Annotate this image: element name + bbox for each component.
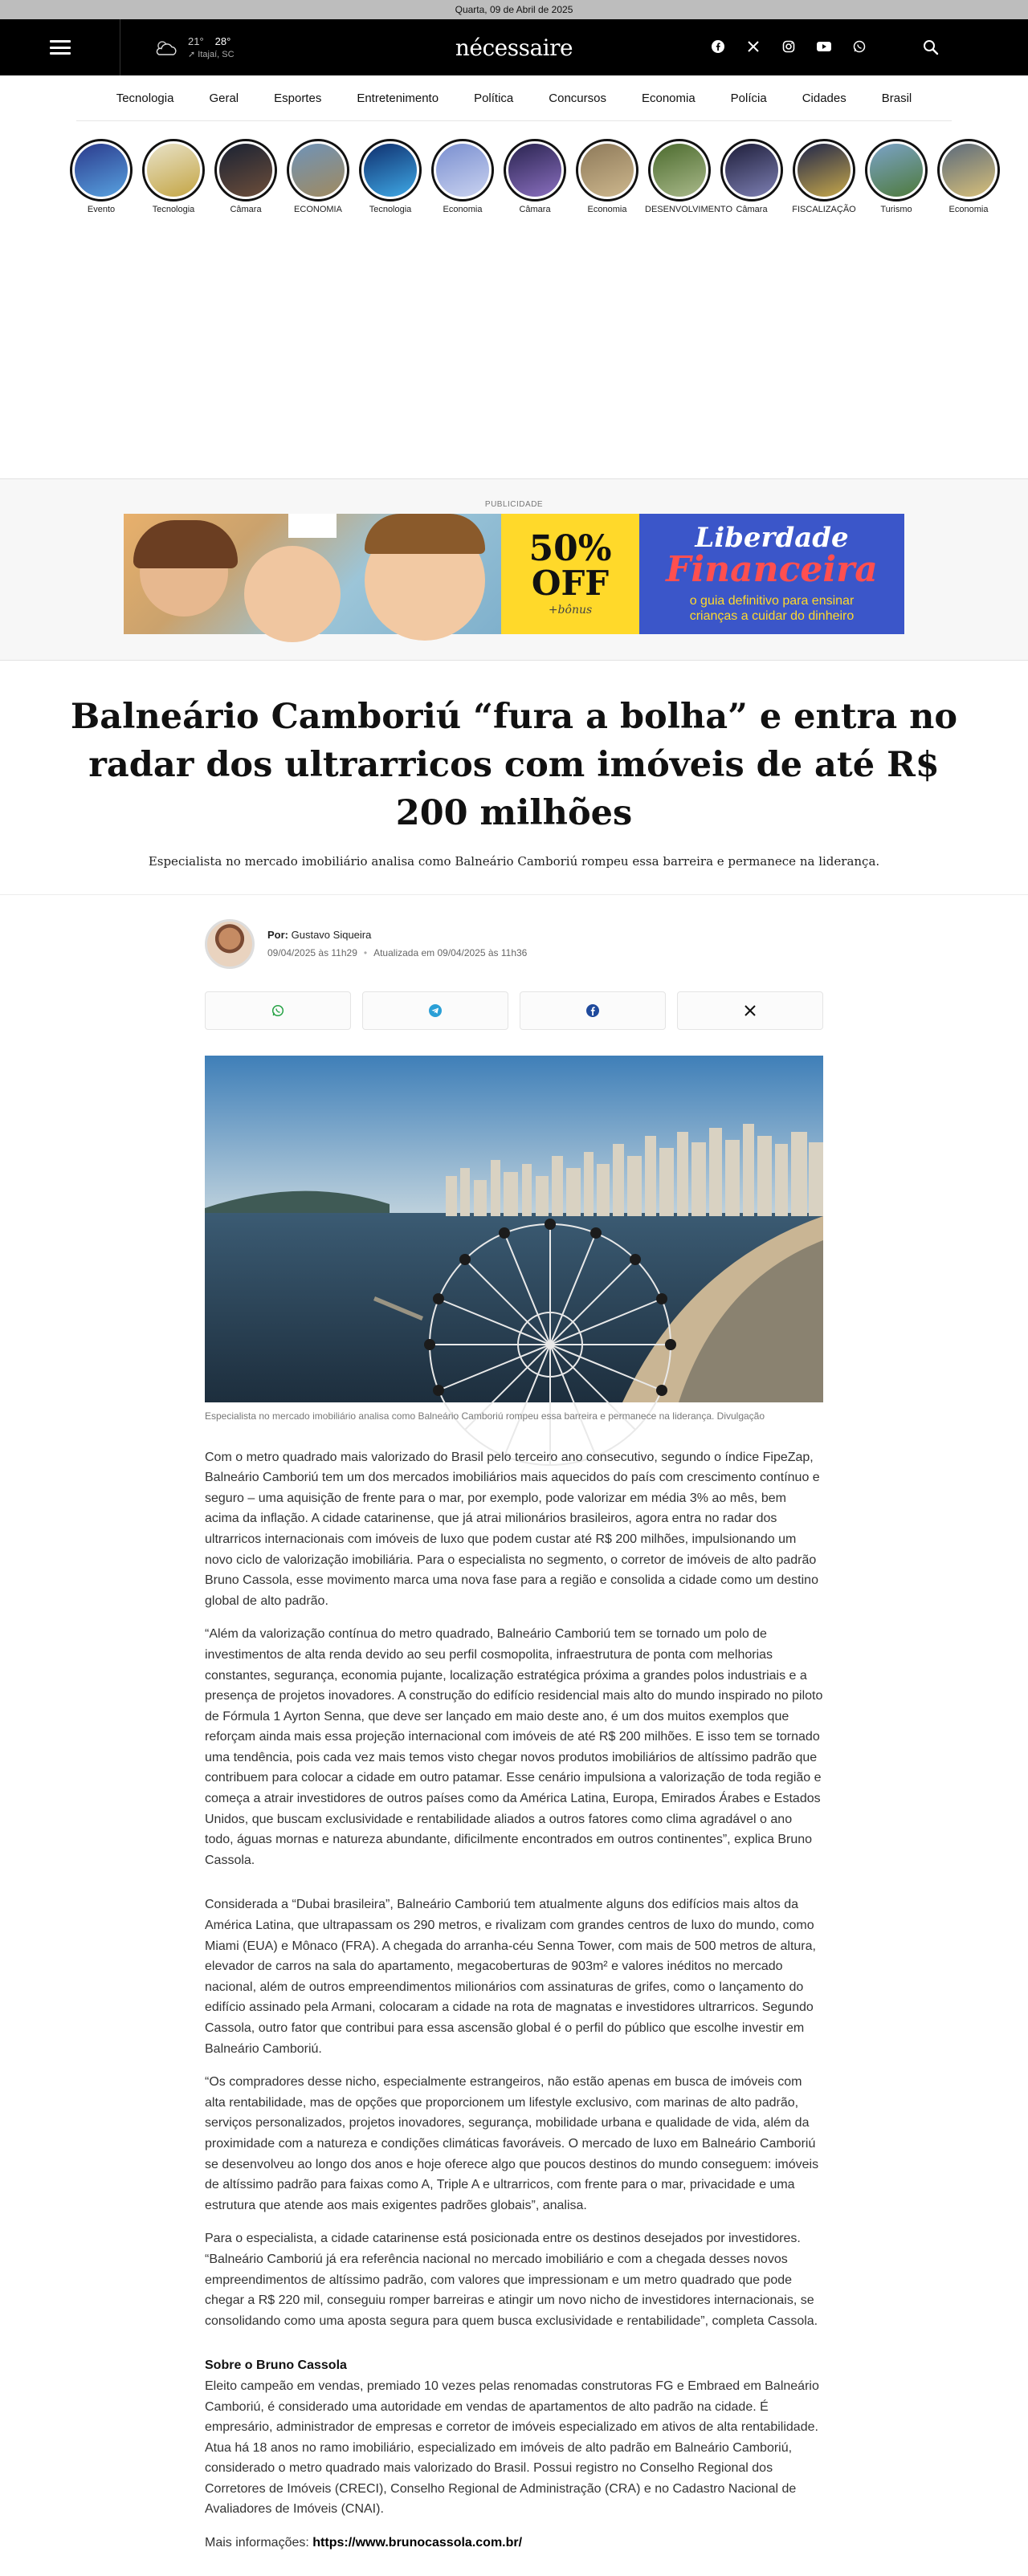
story-label: Economia — [443, 205, 483, 214]
ad-offer-bonus: +bônus — [548, 604, 593, 617]
story-label: ECONOMIA — [294, 205, 342, 214]
empty-ad-space — [0, 218, 1028, 478]
story-thumbnail — [508, 144, 561, 197]
byline: Por: Gustavo Siqueira 09/04/2025 às 11h29 • Atualizada em 09/04/2025 às 11h36 — [205, 919, 823, 969]
weather-widget — [153, 35, 235, 59]
story-item[interactable] — [434, 139, 492, 218]
story-ring — [142, 139, 205, 201]
story-ring — [576, 139, 638, 201]
partly-cloudy-icon — [153, 39, 180, 56]
paragraph-1: Com o metro quadrado mais valorizado do Brasil pelo terceiro ano consecutivo, segundo o índice FipeZap, Balneário Camboriú tem um dos mercados imobiliários mais aquecidos do país com crescimento contínuo e seguro – uma aquisição de frente para o mar, por exemplo, pode valorizar em média 3% ao mês, bem acima da inflação. A cidade catarinense, que já atrai milionários brasileiros, agora entra no radar dos ultrarricos internacionais com imóveis de luxo que podem custar até R$ 200 milhões, impulsionando um novo ciclo de valorização imobiliária. Para o especialista no segmento, o corretor de imóveis de alto padrão Bruno Cassola, esse movimento marca uma nova fase para a região e consolida a cidade como um destino global de alto padrão. — [205, 1450, 820, 1608]
story-label: Tecnologia — [369, 205, 412, 214]
nav-item-concursos[interactable]: Concursos — [549, 91, 606, 105]
story-label: Economia — [948, 205, 989, 214]
article-body — [205, 919, 823, 2554]
story-item[interactable] — [578, 139, 636, 218]
location-icon: ➚ — [188, 50, 198, 59]
ad-label: PUBLICIDADE — [484, 500, 544, 509]
stories-carousel — [72, 121, 989, 218]
search-icon[interactable] — [922, 39, 940, 56]
youtube-icon[interactable] — [816, 39, 832, 55]
ad-offer-percent: 50% — [528, 528, 612, 569]
story-label: Turismo — [880, 205, 912, 214]
story-ring — [70, 139, 133, 201]
ad-tagline: o guia definitivo para ensinar crianças a cuidar do dinheiro — [689, 593, 855, 624]
story-item[interactable] — [940, 139, 997, 218]
ad-offer-off: OFF — [531, 564, 610, 603]
story-thumbnail — [292, 144, 345, 197]
about-text: Eleito campeão em vendas, premiado 10 vezes pelas renomadas construtoras FG e Embraed em Balneário Camboriú, é considerado uma autoridade em vendas de apartamentos de alto padrão na cidade. É empresário, administrador de empresas e corretor de imóveis especializado em ativos de alta rentabilidade. Atua há 18 anos no ramo imobiliário, especializado em imóveis de alto padrão em Balneário Camboriú, considerado o metro quadrado mais valorizado do Brasil. Possui registro no Conselho Regional dos Corretores de Imóveis (CRECI), Conselho Regional de Administração (CRA) e no Cadastro Nacional de Avaliadores de Imóveis (CNAI). — [205, 2379, 819, 2517]
story-label: Câmara — [736, 205, 768, 214]
weather-location: Itajaí, SC — [198, 50, 235, 59]
story-ring — [648, 139, 711, 201]
category-nav — [0, 75, 1028, 120]
share-x-button[interactable] — [677, 991, 823, 1030]
story-label: Evento — [87, 205, 116, 214]
story-item[interactable] — [506, 139, 564, 218]
telegram-icon — [429, 1004, 442, 1017]
ad-section — [0, 478, 1028, 661]
share-row — [205, 991, 823, 1030]
nav-item-esportes[interactable]: Esportes — [274, 91, 322, 105]
facebook-icon[interactable] — [710, 39, 726, 55]
temp-high: 28° — [214, 35, 231, 47]
story-thumbnail — [725, 144, 778, 197]
story-item[interactable] — [361, 139, 419, 218]
nav-item-policia[interactable]: Polícia — [730, 91, 767, 105]
story-thumbnail — [75, 144, 128, 197]
updated-date: Atualizada em 09/04/2025 às 11h36 — [373, 947, 528, 959]
share-facebook-button[interactable] — [520, 991, 666, 1030]
article-header — [0, 661, 1028, 895]
site-header — [0, 19, 1028, 75]
nav-item-cidades[interactable]: Cidades — [802, 91, 846, 105]
nav-item-brasil[interactable]: Brasil — [881, 91, 912, 105]
story-thumbnail — [942, 144, 995, 197]
facebook-icon — [586, 1004, 599, 1017]
story-ring — [793, 139, 855, 201]
story-thumbnail — [870, 144, 923, 197]
ad-banner[interactable] — [124, 514, 904, 634]
paragraph-4: “Os compradores desse nicho, especialmente estrangeiros, não estão apenas em busca de imóveis com alta rentabilidade, mas de opções que proporcionem um lifestyle exclusivo, com marinas de alto padrão, serviços personalizados, projetos inovadores, segurança, mobilidade urbana e qualidade de vida, além da proximidade com a natureza e condições climáticas favoráveis. O mercado de luxo em Balneário Camboriú se desenvolveu ao longo dos anos e hoje oferece algo que poucos destinos do mundo conseguem: imóveis de altíssimo padrão para faixas como A, Triple A e ultrarricos, com frente para o mar, privacidade e uma estrutura que atende aos mais exigentes padrões globais”, analisa. — [205, 2075, 819, 2212]
story-label: Câmara — [519, 205, 551, 214]
story-thumbnail — [798, 144, 851, 197]
social-links — [710, 39, 867, 55]
story-item[interactable] — [645, 139, 733, 218]
published-date: 09/04/2025 às 11h29 — [267, 947, 357, 959]
share-telegram-button[interactable] — [362, 991, 508, 1030]
article-subhead: Especialista no mercado imobiliário analisa como Balneário Camboriú rompeu essa barreira e permanece na liderança. — [148, 853, 880, 869]
nav-item-politica[interactable]: Política — [474, 91, 514, 105]
story-ring — [287, 139, 349, 201]
hero-image — [205, 1056, 823, 1402]
instagram-icon[interactable] — [781, 39, 797, 55]
article-text — [205, 1447, 823, 2554]
story-thumbnail — [364, 144, 417, 197]
story-ring — [359, 139, 422, 201]
nav-item-tecnologia[interactable]: Tecnologia — [116, 91, 174, 105]
about-title: Sobre o Bruno Cassola — [205, 2358, 347, 2373]
story-thumbnail — [436, 144, 489, 197]
story-thumbnail — [147, 144, 200, 197]
image-caption: Especialista no mercado imobiliário analisa como Balneário Camboriú rompeu essa barreira e permanece na liderança. Divulgação — [205, 1410, 765, 1422]
story-label: FISCALIZAÇÃO — [792, 205, 856, 214]
story-item[interactable] — [72, 139, 130, 218]
x-icon[interactable] — [745, 39, 761, 55]
story-item[interactable] — [289, 139, 347, 218]
story-ring — [431, 139, 494, 201]
nav-item-geral[interactable]: Geral — [209, 91, 239, 105]
story-thumbnail — [581, 144, 634, 197]
ad-brand — [639, 514, 904, 634]
share-whatsapp-button[interactable] — [205, 991, 351, 1030]
nav-item-entretenimento[interactable]: Entretenimento — [357, 91, 439, 105]
story-ring — [865, 139, 928, 201]
story-item[interactable] — [867, 139, 925, 218]
ad-offer — [501, 514, 639, 634]
ad-children-photo — [124, 514, 501, 634]
story-ring — [214, 139, 277, 201]
paragraph-5: Para o especialista, a cidade catarinense está posicionada entre os destinos desejados por investidores. “Balneário Camboriú já era referência nacional no mercado imobiliário e com a chegada desses novos empreendimentos de altíssimo padrão, com valores que impressionam e um metro quadrado que pode chegar a R$ 220 mil, conseguiu romper barreiras e atingir um novo nicho de investidores internacionais, se consolidando como uma aposta segura para quem busca exclusividade e rentabilidade”, completa Cassola. — [205, 2232, 818, 2328]
ad-title-2: Financeira — [666, 548, 878, 590]
story-label: Tecnologia — [152, 205, 195, 214]
story-thumbnail — [219, 144, 272, 197]
nav-item-economia[interactable]: Economia — [641, 91, 696, 105]
story-label: Economia — [587, 205, 627, 214]
story-ring — [937, 139, 1000, 201]
story-ring — [504, 139, 566, 201]
story-item[interactable] — [217, 139, 275, 218]
author-name[interactable]: Gustavo Siqueira — [291, 929, 372, 942]
more-info-label: Mais informações: — [205, 2536, 309, 2550]
more-info-link[interactable]: https://www.brunocassola.com.br/ — [312, 2536, 523, 2550]
story-label: DESENVOLVIMENTO — [645, 205, 733, 214]
story-item[interactable] — [792, 139, 856, 218]
whatsapp-icon[interactable] — [851, 39, 867, 55]
paragraph-3: Considerada a “Dubai brasileira”, Balneário Camboriú tem atualmente alguns dos edifícios mais altos da América Latina, que ultrapassam os 290 metros, e rivalizam com grandes centros de luxo do mundo, como Miami (EUA) e Mônaco (FRA). A chegada do arranha-céu Senna Tower, com mais de 500 metros de altura, elevador de carros na sala do apartamento, megacoberturas de 903m² e valores inéditos no mercado nacional, além de outros empreendimentos milionários com assinaturas de grifes, como o lançamento do edifício assinado pela Armani, colocaram a cidade na rota de magnatas e investidores ultrarricos. Segundo Cassola, outro fator que contribui para essa ascensão global é o perfil do público que escolhe investir em Balneário Camboriú. — [205, 1898, 816, 2056]
author-prefix: Por: — [267, 929, 288, 942]
temp-low: 21° — [188, 35, 204, 47]
menu-button[interactable] — [0, 19, 120, 75]
story-item[interactable] — [723, 139, 781, 218]
date-bar: Quarta, 09 de Abril de 2025 — [0, 0, 1028, 19]
story-item[interactable] — [145, 139, 202, 218]
site-logo[interactable]: nécessaire — [455, 34, 573, 61]
whatsapp-icon — [271, 1004, 284, 1017]
paragraph-2: “Além da valorização contínua do metro quadrado, Balneário Camboriú tem se tornado um polo de investimentos de alta renda devido ao seu perfil cosmopolita, infraestrutura de ponta com melhorias constantes, segurança, economia pujante, localização estratégica próxima a grandes polos industriais e a presença de projetos inovadores. A construção do edifício residencial mais alto do mundo inspirado no piloto de Fórmula 1 Ayrton Senna, que deve ser lançado em maio deste ano, é um dos muitos exemplos que reforçam ainda mais essa projeção internacional com imóveis de até R$ 200 milhões. E isso tem se tornado uma tendência, pois cada vez mais temos visto chegar novos produtos imobiliários de altíssimo padrão que contribuem para colocar a cidade em outro patamar. Esse cenário impulsiona a valorização de toda região e começa a atrair investidores de outros países como da América Latina, Europa, Emirados Árabes e Estados Unidos, que buscam exclusividade e rentabilidade aliados a outros fatores como clima agradável o ano todo, águas mornas e natureza abundante, dificilmente encontrados em outros continentes”, explica Bruno Cassola. — [205, 1627, 823, 1867]
author-avatar — [205, 919, 255, 969]
hamburger-icon — [50, 40, 71, 55]
ad-title-1: Liberdade — [695, 521, 849, 554]
story-ring — [720, 139, 783, 201]
story-label: Câmara — [230, 205, 262, 214]
article-headline: Balneário Camboriú “fura a bolha” e entra no radar dos ultrarricos com imóveis de até R$ 200 milhões — [70, 697, 958, 834]
x-icon — [744, 1005, 756, 1016]
story-thumbnail — [653, 144, 706, 197]
